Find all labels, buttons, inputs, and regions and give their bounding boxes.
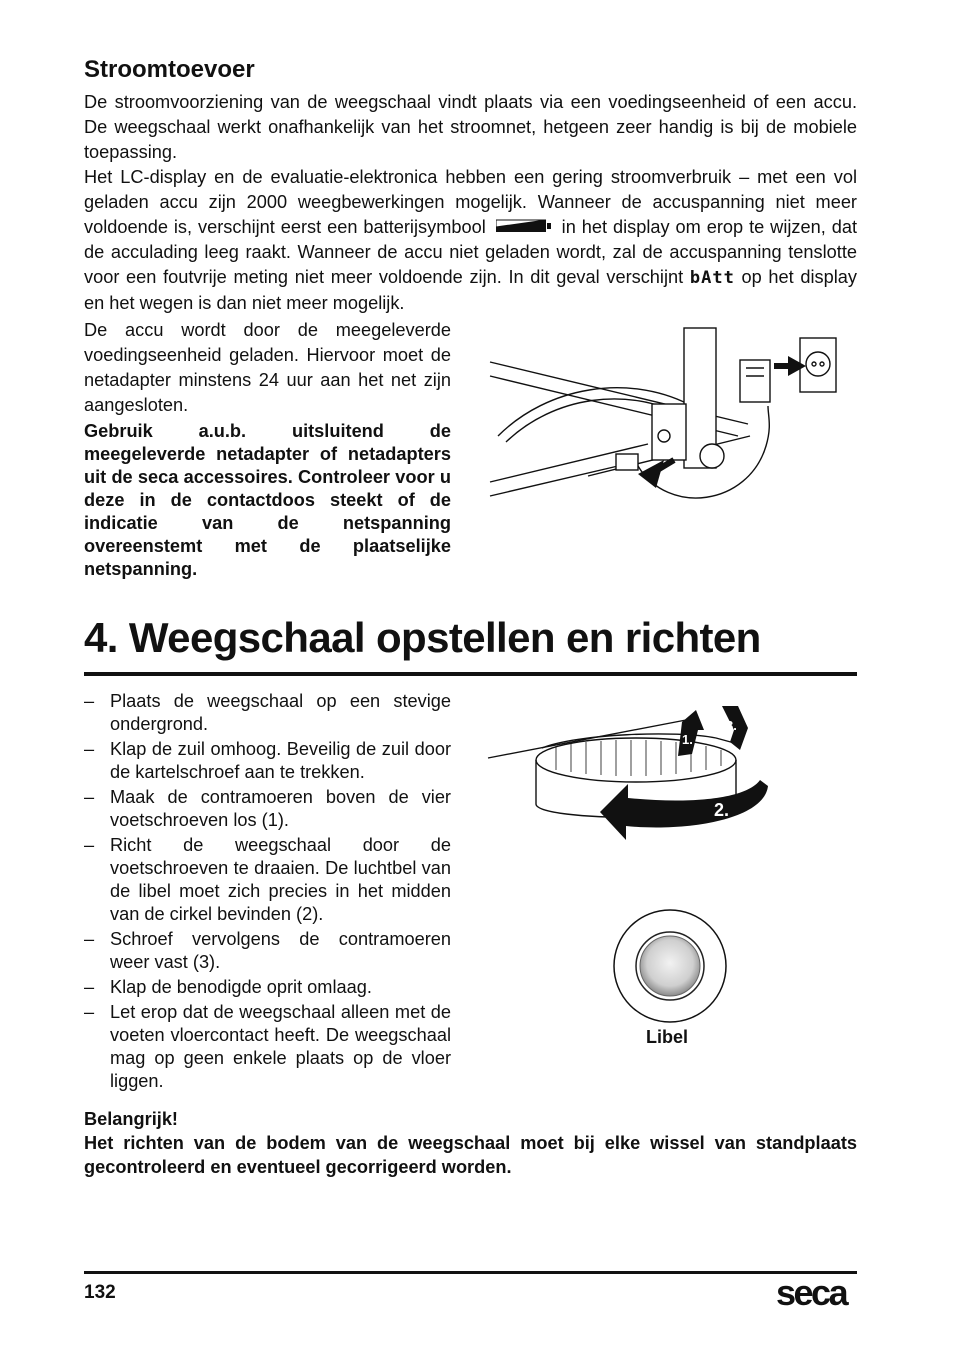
list-item — [84, 690, 451, 736]
chapter-title: 4. Weegschaal opstellen en richten — [84, 614, 761, 661]
setup-steps — [84, 690, 451, 1095]
dash-bullet: – — [84, 739, 95, 759]
footer-rule — [84, 1271, 857, 1274]
section-title: Stroomtoevoer — [84, 56, 255, 83]
step-text: Richt de weegschaal door de voetschroeven te draaien. De luchtbel van de libel moet zich precies in het midden van de cirkel bevinden (2). — [110, 835, 451, 924]
chapter-rule — [84, 672, 857, 676]
libel-bubble-level — [612, 908, 728, 1024]
important-text: Het richten van de bodem van de weegschaal moet bij elke wissel van standplaats gecontroleerd en eventueel gecorrigeerd worden. — [84, 1133, 857, 1177]
important-note — [84, 1107, 857, 1179]
battery-text-c: op het display en het wegen is dan niet meer mogelijk. — [84, 267, 857, 313]
list-item — [84, 834, 451, 926]
batt-lcd-code: bAtt — [689, 268, 735, 288]
list-item — [84, 976, 451, 999]
important-title: Belangrijk! — [84, 1109, 178, 1129]
dash-bullet: – — [84, 787, 95, 807]
paragraph-battery-display — [84, 165, 857, 316]
label-step-1: 1. — [682, 732, 693, 747]
dash-bullet: – — [84, 977, 95, 997]
libel-caption: Libel — [646, 1027, 689, 1047]
label-step-3: 3. — [726, 718, 737, 733]
page-number: 132 — [84, 1282, 116, 1303]
dash-bullet: – — [84, 1002, 95, 1022]
paragraph-charging: De accu wordt door de meegeleverde voedingseenheid geladen. Hiervoor moet de netadapter minstens 24 uur aan het net zijn aangesloten. — [84, 320, 451, 415]
list-item — [84, 1001, 451, 1093]
dash-bullet: – — [84, 691, 95, 711]
battery-text-a: Het LC-display en de evaluatie-elektronica hebben een gering stroomverbruik – met een vol geladen accu zijn 2000 weegbewerkingen mogelijk. Wanneer de accuspanning niet meer voldoende is, verschijnt eerst een batterijsymbool — [84, 167, 857, 237]
seca-logo: seca — [776, 1272, 847, 1313]
warning-adapter: Gebruik a.u.b. uitsluitend de meegeleverde netadapter of netadapters uit de seca accessoires. Controleer voor u deze in de contactdoos steekt of de indicatie van de netspanning overeenstemt met de plaatselijke netspanning. — [84, 421, 451, 579]
list-item — [84, 928, 451, 974]
step-text: Schroef vervolgens de contramoeren weer vast (3). — [110, 929, 451, 972]
foot-screw-illustration — [486, 700, 778, 844]
paragraph-power-source: De stroomvoorziening van de weegschaal vindt plaats via een voedingseenheid of een accu. De weegschaal werkt onafhankelijk van het stroomnet, hetgeen zeer handig is bij de mobiele toepassing. — [84, 92, 857, 162]
list-item — [84, 786, 451, 832]
power-supply-text — [84, 90, 857, 316]
step-text: Maak de contramoeren boven de vier voetschroeven los (1). — [110, 787, 451, 830]
steps-list — [84, 690, 451, 1093]
dash-bullet: – — [84, 835, 95, 855]
step-text: Klap de zuil omhoog. Beveilig de zuil door de kartelschroef aan te trekken. — [110, 739, 451, 782]
label-step-2: 2. — [714, 800, 730, 820]
step-text: Plaats de weegschaal op een stevige ondergrond. — [110, 691, 451, 734]
charging-text — [84, 318, 451, 581]
dash-bullet: – — [84, 929, 95, 949]
step-text: Klap de benodigde oprit omlaag. — [110, 977, 372, 997]
battery-icon — [496, 219, 552, 233]
adapter-illustration — [488, 326, 840, 510]
list-item — [84, 738, 451, 784]
battery-text-b: in het display om erop te wijzen, dat de acculading leeg raakt. Wanneer de accu niet geladen wordt, zal de accuspanning tenslotte voor een foutvrije meting niet meer voldoende zijn. In dit geval verschijnt — [84, 217, 858, 287]
step-text: Let erop dat de weegschaal alleen met de voeten vloercontact heeft. De weegschaal mag op geen enkele plaats op de vloer liggen. — [110, 1002, 451, 1091]
